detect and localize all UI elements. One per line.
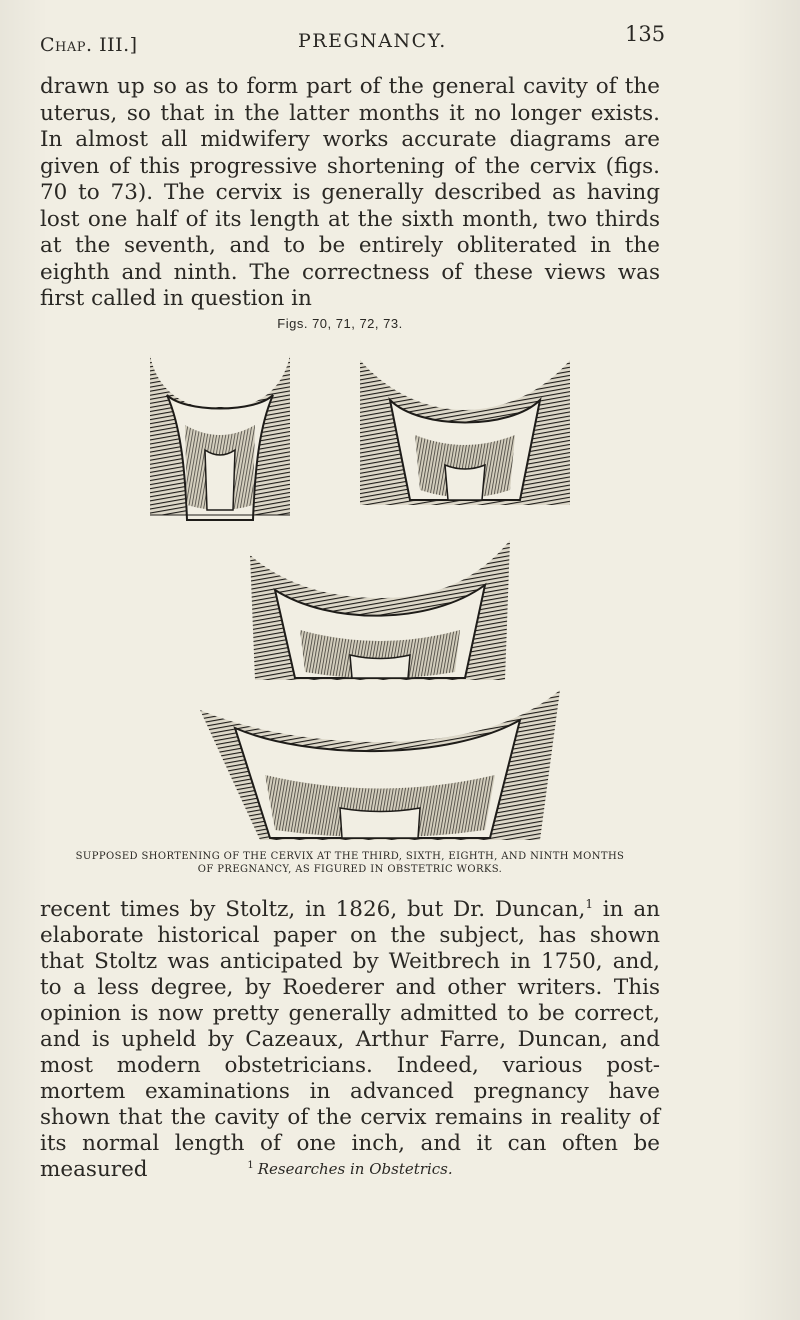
paragraph-top: drawn up so as to form part of the general cavity of the uterus, so that in the latter months it no longer exists. In almost all midwifery works accurate diagrams are given of this progressive shortening of the cervix (figs. 70 to 73). The cervix is generally described as having lost one half of its length at the sixth month, two thirds at the seventh, and to be entirely obliterated in the eighth and ninth. The correctness of these views was first called in question in bbox=[40, 74, 660, 311]
figure-70-third-month bbox=[150, 355, 290, 520]
page-number: 135 bbox=[625, 22, 666, 46]
paragraph-bottom-rest: in an elaborate historical paper on the subject, has shown that Stoltz was anticipated by Weitbrech in 1750, and, to a less degree, by Roederer and other writers. This opinion is now pretty generally admitted to be correct, and is upheld by Cazeaux, Arthur Farre, Duncan, and most modern obstetricians. Indeed, various post-mortem examinations in advanced pregnancy have shown that the cavity of the cervix remains in reality of its normal length of one inch, and it can often be measured bbox=[40, 897, 660, 1182]
figure-label: Figs. 70, 71, 72, 73. bbox=[277, 316, 403, 331]
footnote-mark: 1 bbox=[247, 1160, 254, 1171]
caption-line-1: SUPPOSED SHORTENING OF THE CERVIX AT THE THIRD, SIXTH, EIGHTH, AND NINTH MONTHS bbox=[75, 851, 625, 862]
chapter-label: Chap. III.] bbox=[40, 34, 138, 56]
footnote bbox=[40, 1160, 660, 1178]
paragraph-bottom bbox=[40, 897, 660, 1183]
running-title: PREGNANCY. bbox=[298, 30, 447, 52]
caption-line-2: OF PREGNANCY, AS FIGURED IN OBSTETRIC WORKS. bbox=[197, 864, 503, 875]
figure-group bbox=[0, 340, 720, 850]
figure-71-sixth-month bbox=[360, 360, 570, 505]
figure-73-ninth-month bbox=[200, 690, 560, 840]
footnote-reference: 1 bbox=[585, 896, 593, 911]
running-head bbox=[40, 22, 666, 62]
figure-72-eighth-month bbox=[250, 540, 510, 680]
paragraph-bottom-start: recent times by Stoltz, in 1826, but Dr. Duncan, bbox=[40, 897, 586, 922]
figure-caption bbox=[40, 850, 660, 876]
footnote-text: Researches in Obstetrics. bbox=[257, 1160, 453, 1178]
